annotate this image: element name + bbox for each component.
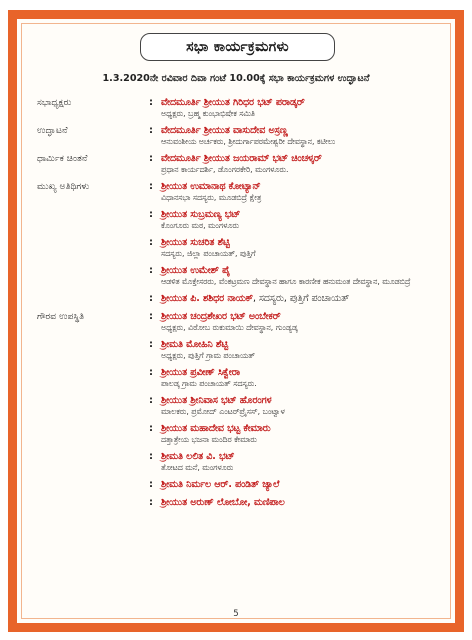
list-item: [37, 153, 447, 175]
person-detail: ಸದಸ್ಯರು, ಜಿಲ್ಲಾ ಪಂಚಾಯತ್, ಪುತ್ತಿಗೆ: [161, 249, 256, 258]
list-item: [37, 181, 447, 203]
list-item: [37, 479, 447, 491]
colon: :: [149, 339, 153, 350]
event-subtitle: 1.3.2020ನೇ ರವಿವಾರ ದಿವಾ ಗಂಟೆ 10.00ಕ್ಕೆ ಸಭಾ ಕಾರ್ಯಕ್ರಮಗಳ ಉದ್ಘಾಟನೆ: [102, 73, 370, 84]
person-name: ಶ್ರೀಯುತ ಅರುಣ್ ಲೋಬೋ, ಮಣಿಪಾಲ: [161, 497, 285, 508]
colon: :: [149, 311, 153, 322]
person-detail: ಆನುವಂಶೀಯ ಅರ್ಚಕರು, ಶ್ರೀದುರ್ಗಾಪರಮೇಶ್ವರೀ ದೇವಸ್ಥಾನ, ಕಟೀಲು: [161, 137, 336, 146]
person-detail: ವಿಧಾನಸಭಾ ಸದಸ್ಯರು, ಮೂಡಬಿದ್ರೆ ಕ್ಷೇತ್ರ: [161, 193, 262, 202]
colon: :: [149, 293, 153, 304]
role-label: [37, 367, 149, 389]
list-item: [37, 209, 447, 231]
person-detail: ಕೊಂಗೂರು ಮಠ, ಮಂಗಳೂರು: [161, 221, 239, 230]
list-item: [37, 395, 447, 417]
colon: :: [149, 125, 153, 136]
person-name-line: [161, 293, 447, 305]
list-item: [37, 339, 447, 361]
person-name: ವೇದಮೂರ್ತಿ ಶ್ರೀಯುತ ಜಯರಾಮ್ ಭಟ್ ಚಿಂಚಳ್ಕರ್: [161, 153, 322, 164]
colon: :: [149, 367, 153, 378]
person-detail: ಮಾಲಕರು, ಪ್ರಮೋದ್ ಎಂಟರ್‌ಪ್ರೈಸಸ್, ಬಂಟ್ವಾಳ: [161, 407, 285, 416]
list-item: [37, 451, 447, 473]
list-item: [37, 367, 447, 389]
person-inline-detail: , ಸದಸ್ಯರು, ಪುತ್ತಿಗೆ ಪಂಚಾಯತ್: [252, 293, 350, 304]
colon: :: [149, 209, 153, 220]
role-label: [37, 293, 149, 305]
programme-list: [37, 97, 447, 515]
page-title-text: ಸಭಾ ಕಾರ್ಯಕ್ರಮಗಳು: [186, 39, 289, 55]
person-name: ವೇದಮೂರ್ತಿ ಶ್ರೀಯುತ ಗಿರಿಧರ ಭಟ್ ಪರಾಡ್ಕರ್: [161, 97, 305, 108]
person-detail: ಅಧ್ಯಕ್ಷರು, ಬ್ರಹ್ಮ ಕುಂಭಾಭಿಷೇಕ ಸಮಿತಿ: [161, 109, 255, 118]
list-item: [37, 497, 447, 509]
person-name: ಶ್ರೀಮತಿ ಲಲಿತ ವಿ. ಭಟ್: [161, 451, 235, 462]
colon: :: [149, 265, 153, 276]
role-label: ಸಭಾಧ್ಯಕ್ಷರು: [37, 97, 72, 108]
role-label: [37, 451, 149, 473]
colon: :: [149, 423, 153, 434]
person-detail: ತೋಟದ ಮನೆ, ಮಂಗಳೂರು: [161, 463, 234, 472]
role-label: ಮುಖ್ಯ ಅತಿಥಿಗಳು: [37, 181, 90, 192]
person-detail: ಪಾಲಡ್ಕ ಗ್ರಾಮ ಪಂಚಾಯತ್ ಸದಸ್ಯರು.: [161, 379, 257, 388]
colon: :: [149, 97, 153, 108]
person-detail: ಪ್ರಧಾನ ಕಾರ್ಯದರ್ಶಿ, ಡೊಂಗರಕೇರಿ, ಮಂಗಳೂರು.: [161, 165, 289, 174]
page-number: 5: [233, 609, 239, 619]
role-label: [37, 497, 149, 509]
colon: :: [149, 479, 153, 490]
person-detail: ಅಧ್ಯಕ್ಷರು, ವಿಠೋಬ ರುಕುಮಾಯಿ ದೇವಸ್ಥಾನ, ಗುಂಡ್ಯಡ್ಕ: [161, 323, 298, 332]
role-label: [37, 339, 149, 361]
person-name: ಶ್ರೀಮತಿ ನಿರ್ಮಲ ಆರ್. ಪಂಡಿತ್ ಜ್ಯಾಲೆ: [161, 479, 280, 490]
person-name: ಶ್ರೀಯುತ ಮಹಾದೇವ ಭಟ್ಟ ಕೇಮಾರು: [161, 423, 271, 434]
list-item: [37, 423, 447, 445]
role-label: [37, 209, 149, 231]
person-name: ಶ್ರೀಯುತ ಉಮಾನಾಥ ಕೋಟ್ಯಾನ್: [161, 181, 261, 192]
person-name: ವೇದಮೂರ್ತಿ ಶ್ರೀಯುತ ವಾಸುದೇವ ಅಸ್ರಣ್ಣ: [161, 125, 288, 136]
role-label: [37, 423, 149, 445]
person-name: ಶ್ರೀಯುತ ಶ್ರೀನಿವಾಸ ಭಟ್ ಹೊರಂಗಳ: [161, 395, 272, 406]
person-detail: ಅಧ್ಯಕ್ಷರು, ಪುತ್ತಿಗೆ ಗ್ರಾಮ ಪಂಚಾಯತ್: [161, 351, 255, 360]
person-name: ಶ್ರೀಮತಿ ಮೋಹಿನಿ ಶೆಟ್ಟಿ: [161, 339, 229, 350]
role-label: [37, 237, 149, 259]
page-title: [140, 33, 335, 61]
list-item: [37, 293, 447, 305]
list-item: [37, 125, 447, 147]
person-detail: ದತ್ತಾತ್ರೇಯ ಭಜನಾ ಮಂದಿರ ಕೇಮಾರು: [161, 435, 257, 444]
list-item: [37, 311, 447, 333]
colon: :: [149, 237, 153, 248]
colon: :: [149, 181, 153, 192]
person-name: ಶ್ರೀಯುತ ಪ್ರವೀಣ್ ಸಿಕ್ವೇರಾ: [161, 367, 240, 378]
person-name: ಶ್ರೀಯುತ ಉಮೇಶ್ ಪೈ: [161, 265, 230, 276]
list-item: [37, 237, 447, 259]
colon: :: [149, 497, 153, 508]
colon: :: [149, 395, 153, 406]
colon: :: [149, 153, 153, 164]
list-item: [37, 265, 447, 287]
role-label: [37, 265, 149, 287]
page-frame: [8, 10, 464, 632]
person-detail: ಆಡಳಿತ ಮೊಕ್ತೇಸರರು, ವೆಂಕಟ್ರಮಣ ದೇವಸ್ಥಾನ ಹಾಗೂ ಕಾರಣೀಕ ಹನುಮಂತ ದೇವಸ್ಥಾನ, ಮೂಡಬಿದ್ರೆ: [161, 277, 411, 286]
role-label: ಗೌರವ ಉಪಸ್ಥಿತಿ: [37, 311, 85, 322]
role-label: ಉದ್ಘಾಟನೆ: [37, 125, 68, 136]
colon: :: [149, 451, 153, 462]
role-label: [37, 395, 149, 417]
person-name: ಶ್ರೀಯುತ ಸುಬ್ರಮಣ್ಯ ಭಟ್: [161, 209, 241, 220]
person-name: ಶ್ರೀಯುತ ಚಂದ್ರಶೇಖರ ಭಟ್ ಅಂಬೇಕರ್: [161, 311, 281, 322]
role-label: [37, 479, 149, 491]
person-name: ಶ್ರೀಯುತ ಪಿ. ಶಶಿಧರ ನಾಯಕ್: [161, 293, 253, 304]
role-label: ಧಾರ್ಮಿಕ ಚಿಂತನೆ: [37, 153, 88, 164]
list-item: [37, 97, 447, 119]
person-name: ಶ್ರೀಯುತ ಸುಚರಿತ ಶೆಟ್ಟಿ: [161, 237, 230, 248]
